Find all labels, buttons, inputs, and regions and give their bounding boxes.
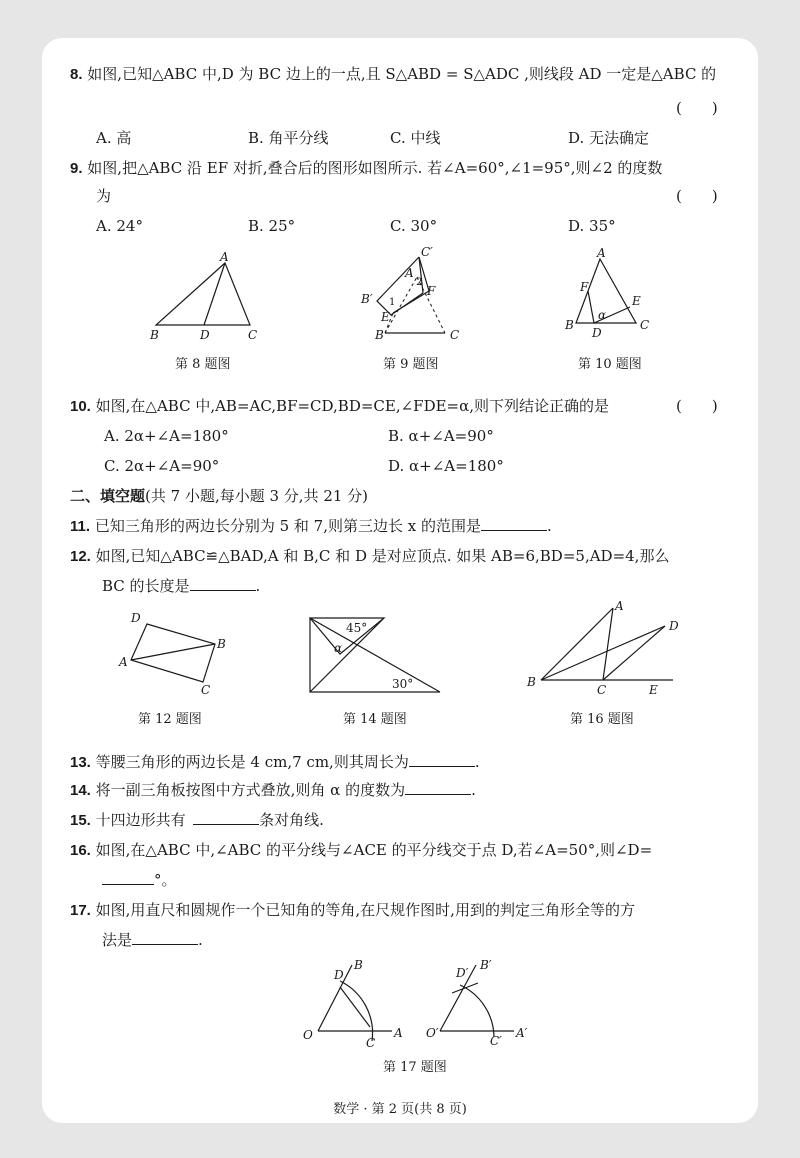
label-c: C xyxy=(248,328,258,342)
label-b: B xyxy=(527,675,536,689)
label-angle-1: 1 xyxy=(389,297,396,308)
label-b-prime: B′ xyxy=(480,958,492,972)
question-end: . xyxy=(474,753,480,771)
question-text-cont: 为 xyxy=(96,187,112,205)
figure-8-caption: 第 8 题图 xyxy=(175,357,231,372)
label-alpha: α xyxy=(598,308,607,322)
label-o-prime: O′ xyxy=(426,1026,439,1040)
label-c-prime: C′ xyxy=(421,245,433,259)
label-o: O xyxy=(303,1028,313,1042)
label-c: C xyxy=(597,683,607,697)
figure-12-caption: 第 12 题图 xyxy=(138,712,202,727)
option-c: C. 30° xyxy=(390,217,438,235)
label-alpha: α xyxy=(334,641,343,655)
answer-blank[interactable] xyxy=(409,752,475,767)
label-a: A xyxy=(119,655,128,669)
question-end: . xyxy=(546,517,552,535)
question-8 xyxy=(70,64,716,85)
option-c: C. 2α+∠A=90° xyxy=(104,457,220,475)
answer-paren: ( ) xyxy=(676,187,718,205)
section-title: 二、填空题 xyxy=(70,487,146,505)
figure-16 xyxy=(525,598,695,698)
label-b: B xyxy=(565,318,574,332)
section-2-heading xyxy=(70,486,368,506)
option-a: A. 高 xyxy=(96,129,132,147)
label-b: B xyxy=(150,328,159,342)
label-b: B xyxy=(375,328,384,342)
answer-paren: ( ) xyxy=(676,397,718,415)
question-text: 如图,在△ABC 中,AB=AC,BF=CD,BD=CE,∠FDE=α,则下列结论正确的是 xyxy=(95,397,610,415)
label-e: E xyxy=(381,310,390,324)
figure-17-caption: 第 17 题图 xyxy=(383,1060,447,1075)
question-11 xyxy=(70,516,552,537)
label-a: A xyxy=(615,599,624,613)
answer-blank[interactable] xyxy=(193,810,259,825)
figure-10-caption: 第 10 题图 xyxy=(578,357,642,372)
figure-9 xyxy=(355,243,475,348)
question-end: 条对角线. xyxy=(259,811,324,829)
question-12-cont xyxy=(102,576,260,596)
label-d: D xyxy=(200,328,210,342)
figure-17 xyxy=(300,955,540,1050)
label-f: F xyxy=(580,280,589,294)
label-d-prime: D′ xyxy=(456,966,469,980)
question-text-cont: 法是 xyxy=(102,931,133,949)
label-f: F xyxy=(427,284,436,298)
question-number: 12. xyxy=(70,548,91,565)
figure-16-caption: 第 16 题图 xyxy=(570,712,634,727)
question-end: . xyxy=(255,577,261,595)
question-text: 如图,已知△ABC≌△BAD,A 和 B,C 和 D 是对应顶点. 如果 AB=6,BD=5,AD=4,那么 xyxy=(95,547,670,565)
answer-blank[interactable] xyxy=(481,516,547,531)
label-c: C xyxy=(201,683,211,697)
question-end: °。 xyxy=(154,871,177,889)
question-text: 将一副三角板按图中方式叠放,则角 α 的度数为 xyxy=(95,781,406,799)
label-angle-2: 2 xyxy=(416,277,423,288)
label-a: A xyxy=(405,266,414,280)
question-16 xyxy=(70,840,652,861)
label-30: 30° xyxy=(392,677,414,691)
option-a: A. 2α+∠A=180° xyxy=(104,427,229,445)
question-text: 如图,把△ABC 沿 EF 对折,叠合后的图形如图所示. 若∠A=60°,∠1=95°,则∠2 的度数 xyxy=(87,159,663,177)
question-number: 11. xyxy=(70,518,91,535)
label-d: D xyxy=(334,968,344,982)
question-16-cont xyxy=(102,870,177,890)
question-number: 17. xyxy=(70,902,91,919)
question-text: 如图,用直尺和圆规作一个已知角的等角,在尺规作图时,用到的判定三角形全等的方 xyxy=(95,901,635,919)
label-b: B xyxy=(354,958,363,972)
option-d: D. 无法确定 xyxy=(568,129,650,147)
label-d: D xyxy=(592,326,602,340)
option-a: A. 24° xyxy=(96,217,143,235)
label-b-prime: B′ xyxy=(361,292,373,306)
question-10 xyxy=(70,396,609,417)
question-text: 已知三角形的两边长分别为 5 和 7,则第三边长 x 的范围是 xyxy=(94,517,481,535)
question-end: . xyxy=(471,781,476,799)
question-number: 16. xyxy=(70,842,91,859)
answer-paren: ( ) xyxy=(676,99,718,117)
question-text: 十四边形共有 xyxy=(95,811,186,829)
option-b: B. 25° xyxy=(248,217,296,235)
question-12 xyxy=(70,546,669,567)
label-e: E xyxy=(649,683,658,697)
label-a: A xyxy=(220,250,229,264)
question-end: . xyxy=(198,931,203,949)
label-d: D xyxy=(669,619,679,633)
answer-blank[interactable] xyxy=(102,870,154,885)
answer-blank[interactable] xyxy=(190,576,256,591)
figure-9-caption: 第 9 题图 xyxy=(383,357,439,372)
option-c: C. 中线 xyxy=(390,129,441,147)
question-number: 10. xyxy=(70,398,91,415)
label-45: 45° xyxy=(346,621,368,635)
question-17 xyxy=(70,900,635,921)
figure-14-caption: 第 14 题图 xyxy=(343,712,407,727)
question-text: 如图,已知△ABC 中,D 为 BC 边上的一点,且 S△ABD = S△ADC ,则线段 AD 一定是△ABC 的 xyxy=(87,65,717,83)
answer-blank[interactable] xyxy=(405,780,471,795)
label-c: C xyxy=(366,1036,376,1050)
label-a: A xyxy=(597,246,606,260)
option-b: B. α+∠A=90° xyxy=(388,427,494,445)
question-9 xyxy=(70,158,662,179)
question-text: 等腰三角形的两边长是 4 cm,7 cm,则其周长为 xyxy=(95,753,409,771)
option-b: B. 角平分线 xyxy=(248,129,329,147)
figure-10 xyxy=(560,243,660,343)
figure-14 xyxy=(300,610,450,700)
option-d: D. 35° xyxy=(568,217,616,235)
figure-12 xyxy=(115,608,235,698)
page-footer: 数学 · 第 2 页(共 8 页) xyxy=(333,1102,467,1117)
question-text-cont: BC 的长度是 xyxy=(102,577,190,595)
label-e: E xyxy=(632,294,641,308)
question-number: 9. xyxy=(70,160,83,177)
question-13 xyxy=(70,752,480,773)
question-number: 15. xyxy=(70,812,91,829)
label-c: C xyxy=(450,328,460,342)
question-17-cont xyxy=(102,930,203,950)
label-c: C xyxy=(640,318,650,332)
label-a-prime: A′ xyxy=(516,1026,528,1040)
question-14 xyxy=(70,780,476,801)
question-15 xyxy=(70,810,324,831)
label-c-prime: C′ xyxy=(490,1034,502,1048)
question-number: 13. xyxy=(70,754,91,771)
label-d: D xyxy=(131,611,141,625)
answer-blank[interactable] xyxy=(132,930,198,945)
label-b: B xyxy=(217,637,226,651)
figure-8 xyxy=(140,245,280,345)
section-desc: (共 7 小题,每小题 3 分,共 21 分) xyxy=(145,487,369,505)
question-number: 8. xyxy=(70,66,83,83)
label-a: A xyxy=(394,1026,403,1040)
question-text: 如图,在△ABC 中,∠ABC 的平分线与∠ACE 的平分线交于点 D,若∠A=50°,则∠D= xyxy=(95,841,653,859)
question-number: 14. xyxy=(70,782,91,799)
option-d: D. α+∠A=180° xyxy=(388,457,504,475)
